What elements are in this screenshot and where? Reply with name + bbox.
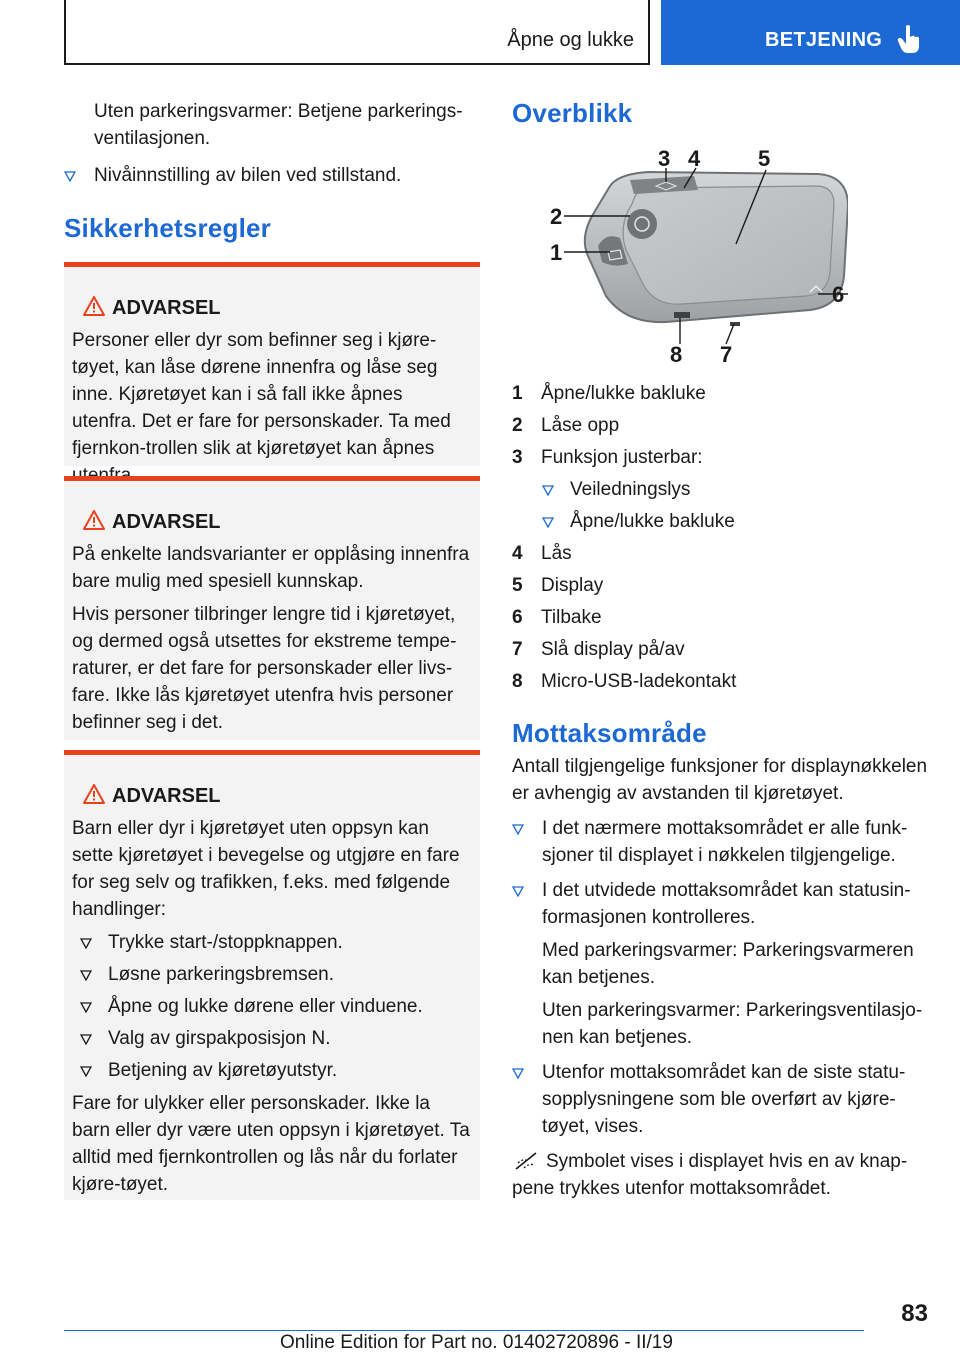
section-title-safety: Sikkerhetsregler bbox=[64, 213, 271, 243]
warning-box bbox=[64, 476, 480, 740]
warning-paragraph: På enkelte landsvarianter er opplåsing innenfra bare mulig med spesiell kunnskap. bbox=[72, 544, 470, 592]
warning-triangle-icon bbox=[82, 509, 106, 531]
warning-box bbox=[64, 262, 480, 466]
legend-item bbox=[512, 380, 932, 412]
callout-number: 7 bbox=[720, 342, 733, 367]
bullet-triangle-icon bbox=[80, 938, 92, 949]
section-title-range: Mottaksområde bbox=[512, 718, 707, 748]
bullet-text: I det utvidede mottaksområdet kan statusin-formasjonen kontrolleres. bbox=[542, 880, 911, 928]
intro-text-line: ventilasjonen. bbox=[94, 128, 211, 149]
symbol-note-text: Symbolet vises i displayet hvis en av knap-pene trykkes utenfor mottaksområdet. bbox=[512, 1151, 908, 1199]
bullet-text: Betjening av kjøretøyutstyr. bbox=[108, 1060, 338, 1081]
warning-title bbox=[72, 507, 472, 537]
bullet-text: Trykke start-/stoppknappen. bbox=[108, 932, 343, 953]
legend-text: Tilbake bbox=[541, 607, 602, 628]
warning-title-text: ADVARSEL bbox=[112, 785, 221, 807]
warning-triangle-icon bbox=[82, 295, 106, 317]
legend-number: 7 bbox=[512, 639, 523, 660]
warning-title-text: ADVARSEL bbox=[112, 511, 221, 533]
legend-item bbox=[512, 572, 932, 604]
legend-item bbox=[512, 636, 932, 668]
range-bullet bbox=[512, 1059, 932, 1140]
callout-number: 4 bbox=[688, 146, 701, 171]
callout-number: 5 bbox=[758, 146, 771, 171]
bullet-triangle-icon bbox=[80, 1034, 92, 1045]
callout-number: 2 bbox=[550, 204, 563, 229]
legend-number: 3 bbox=[512, 447, 523, 468]
warning-bullet bbox=[72, 1057, 472, 1084]
bullet-triangle-icon bbox=[542, 517, 554, 528]
warning-paragraph: Personer eller dyr som befinner seg i kjøre-tøyet, kan låse dørene innenfra og låse seg inne. Kjøretøyet kan i så fall ikke åpnes utenfra. Det er fare for personskader. Ta med fjernkon-trollen slik at kjøretøyet kan åpnes bbox=[72, 330, 451, 459]
bullet-triangle-icon bbox=[512, 824, 524, 835]
footer-edition: Online Edition for Part no. 01402720896 - II/19 bbox=[280, 1332, 673, 1353]
warning-bullet bbox=[72, 961, 472, 988]
legend-item bbox=[512, 540, 932, 572]
warning-triangle-icon bbox=[82, 783, 106, 805]
warning-title-text: ADVARSEL bbox=[112, 297, 221, 319]
bullet-text: Utenfor mottaksområdet kan de siste statu-sopplysningene som ble overført av kjøre-tøyet, vises. bbox=[542, 1062, 906, 1137]
bullet-text: Løsne parkeringsbremsen. bbox=[108, 964, 334, 985]
intro-bullet bbox=[64, 162, 480, 189]
callout-number: 8 bbox=[670, 342, 683, 367]
legend-list bbox=[512, 380, 932, 1202]
legend-number: 4 bbox=[512, 543, 523, 564]
display-key-illustration bbox=[548, 146, 848, 368]
header-section-title: Åpne og lukke bbox=[507, 29, 634, 51]
bullet-text: Valg av girspakposisjon N. bbox=[108, 1028, 331, 1049]
warning-bullet bbox=[72, 929, 472, 956]
warning-title bbox=[72, 293, 472, 323]
legend-text: Låse opp bbox=[541, 415, 620, 436]
intro-text bbox=[64, 98, 480, 152]
range-bullet-extra: Uten parkeringsvarmer: Parkeringsventilasjo-nen kan betjenes. bbox=[542, 1000, 923, 1048]
warning-bullet bbox=[72, 1025, 472, 1052]
bullet-triangle-icon bbox=[512, 886, 524, 897]
warning-paragraph: Fare for ulykker eller personskader. Ikke la barn eller dyr være uten oppsyn i kjøretøyet. Ta alltid med fjernkontrollen og lås når du forlater kjøre-tøyet. bbox=[72, 1093, 470, 1195]
legend-text: Åpne/lukke bakluke bbox=[541, 383, 706, 404]
legend-number: 6 bbox=[512, 607, 523, 628]
header-section-box bbox=[64, 0, 650, 65]
legend-number: 8 bbox=[512, 671, 523, 692]
bullet-triangle-icon bbox=[542, 485, 554, 496]
bullet-text: Nivåinnstilling av bilen ved stillstand. bbox=[94, 165, 402, 186]
warning-bullet-list bbox=[72, 929, 472, 1084]
warning-paragraph: Barn eller dyr i kjøretøyet uten oppsyn kan sette kjøretøyet i bevegelse og utgjøre en fare for seg selv og trafikken, f.eks. med følgende handlinger: bbox=[72, 818, 460, 920]
range-bullet-extra: Med parkeringsvarmer: Parkeringsvarmeren kan betjenes. bbox=[542, 940, 914, 988]
legend-subitem-text: Veiledningslys bbox=[570, 479, 691, 500]
symbol-note bbox=[512, 1148, 932, 1202]
legend-text: Slå display på/av bbox=[541, 639, 685, 660]
callout-number: 1 bbox=[550, 240, 563, 265]
intro-text-line: Uten parkeringsvarmer: Betjene parkerings- bbox=[94, 101, 463, 122]
legend-text: Display bbox=[541, 575, 604, 596]
legend-item bbox=[512, 412, 932, 444]
legend-item bbox=[512, 604, 932, 636]
callout-number: 6 bbox=[832, 282, 845, 307]
bullet-triangle-icon bbox=[512, 1068, 524, 1079]
legend-subitem bbox=[512, 476, 932, 508]
range-bullet bbox=[512, 815, 932, 869]
page-number: 83 bbox=[901, 1300, 928, 1327]
warning-bullet bbox=[72, 993, 472, 1020]
out-of-range-signal-icon bbox=[514, 1151, 540, 1171]
warning-title bbox=[72, 781, 472, 811]
legend-item bbox=[512, 444, 932, 476]
legend-number: 1 bbox=[512, 383, 523, 404]
section-title-overview: Overblikk bbox=[512, 98, 633, 128]
bullet-text: I det nærmere mottaksområdet er alle funk-sjoner til displayet i nøkkelen tilgjengelige. bbox=[542, 818, 908, 866]
bullet-triangle-icon bbox=[80, 1002, 92, 1013]
warning-paragraph: Hvis personer tilbringer lengre tid i kjøretøyet, og dermed også utsettes for ekstreme tempe-raturer, er det fare for personskader eller livs-fare. Ikke lås kjøretøyet utenfra hvis personer befinner seg i det. bbox=[72, 604, 457, 733]
legend-number: 5 bbox=[512, 575, 523, 596]
bullet-text: Åpne og lukke dørene eller vinduene. bbox=[108, 996, 423, 1017]
legend-item bbox=[512, 668, 932, 700]
legend-text: Micro-USB-ladekontakt bbox=[541, 671, 737, 692]
right-column bbox=[512, 98, 932, 129]
range-bullet bbox=[512, 877, 932, 931]
header-chapter-title: BETJENING bbox=[765, 29, 883, 51]
footer-divider bbox=[64, 1330, 864, 1331]
legend-text: Funksjon justerbar: bbox=[541, 447, 703, 468]
pointing-hand-icon bbox=[897, 24, 921, 54]
range-intro: Antall tilgjengelige funksjoner for displaynøkkelen er avhengig av avstanden til kjøretøyet. bbox=[512, 756, 928, 804]
header-chapter-tab bbox=[661, 0, 960, 65]
legend-number: 2 bbox=[512, 415, 523, 436]
legend-text: Lås bbox=[541, 543, 572, 564]
legend-subitem bbox=[512, 508, 932, 540]
callout-number: 3 bbox=[658, 146, 671, 171]
left-column bbox=[64, 98, 480, 1200]
warning-box bbox=[64, 750, 480, 1200]
bullet-triangle-icon bbox=[80, 970, 92, 981]
bullet-triangle-icon bbox=[80, 1066, 92, 1077]
bullet-triangle-icon bbox=[64, 171, 76, 182]
legend-subitem-text: Åpne/lukke bakluke bbox=[570, 511, 735, 532]
